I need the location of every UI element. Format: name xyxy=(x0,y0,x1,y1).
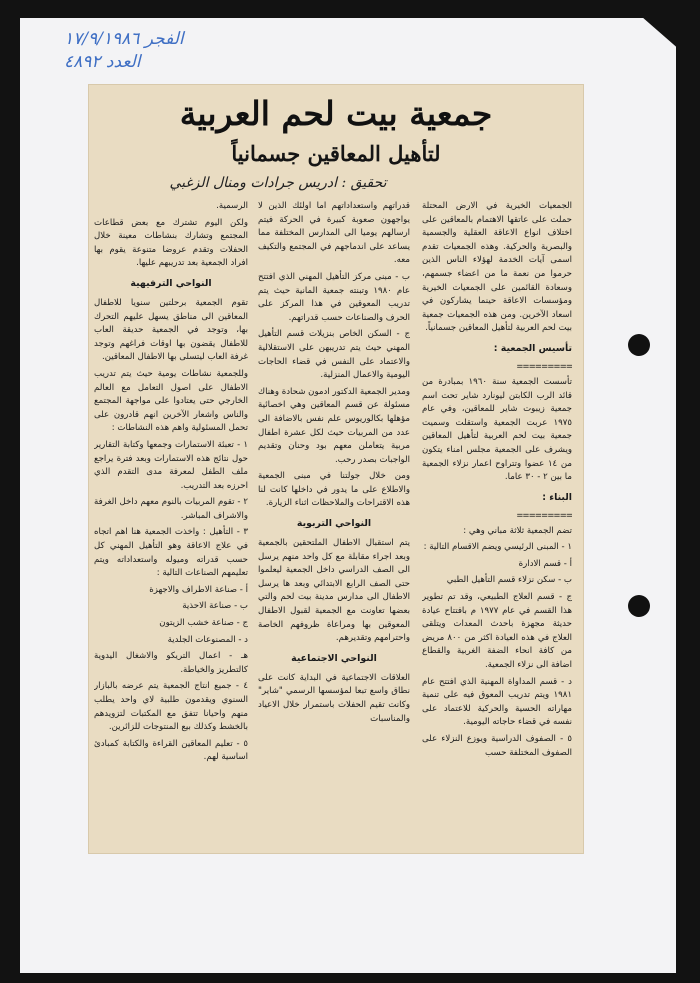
article-column-1 xyxy=(422,200,572,850)
newspaper-clipping xyxy=(88,84,584,854)
paragraph: أ - قسم الادارة xyxy=(518,558,572,569)
handwritten-note xyxy=(64,28,204,74)
paragraph: تقوم الجمعية برحلتين سنويا للاطفال المعاقين الى مناطق يسهل عليهم التحرك بها، وتوجد في الجمعية حديقة العاب للاطفال يقضون بها اوقات فراغهم وتوجد غرفة العاب ليتسلى بها الاطفال المعاقين. xyxy=(94,297,248,363)
paragraph: تأسست الجمعية سنة ١٩٦٠ بمبادرة من قائد الرب الكابتن ليونارد شاير تحت اسم جمعية زيبوت شاير للمعاقين، وفي عام ١٩٧٥ عربت الجمعية واستقلت وسميت جمعية بيت لحم العربية لتأهيل المعاقين ويشرف على الجمعية مجلس امناء يتكون من ١٤ عضوا وتتراوح اعمار نزلاء الجمعية ما بين ٢ - ٣٠ عاما. xyxy=(422,376,572,483)
paragraph: يتم استقبال الاطفال الملتحقين بالجمعية وبعد اجراء مقابلة مع كل واحد منهم يرسل الى الصف الدراسي داخل الجمعية ليعلموا حتى الصف الرابع الابتدائي وبعد ها يرسل الاطفال الى مدارس مدينة بيت لحم والتي بعضها تعاونت مع الجمعية لقبول الاطفال المعوقين بها ومراعاة ظروفهم الخاصة واحترامهم وتقديرهم. xyxy=(258,538,410,644)
heading-rule: ========= xyxy=(516,361,572,372)
paragraph: ومن خلال جولتنا في مبنى الجمعية والاطلاع على ما يدور في داخلها كانت لنا هذه الاقتراحات والملاحظات اثناء الزيارة. xyxy=(258,471,410,509)
paragraph: ج - قسم العلاج الطبيعي، وقد تم تطوير هذا القسم في عام ١٩٧٧ م بافتتاح عيادة حديثة مجهزة باحدث المعدات ويتلقى العلاج في هذه العيادة اكثر من ٨٠٠ مريض من كافة انحاء الضفة الغربية والقطاع اضافة الى نزلاء الجمعية. xyxy=(422,592,572,671)
list-item: د - المصنوعات الجلدية xyxy=(167,634,248,645)
article-column-3 xyxy=(94,200,248,850)
section-heading-recreational: النواحي الترفيهية xyxy=(130,277,212,289)
paragraph: ومدير الجمعية الدكتور ادمون شحادة وهناك مسئولة عن قسم المعاقين وهي اخصائية مؤهلها بكالوريوس علم نفس بالاضافة الى عدد من المربيات حيث لكل عشرة اطفال مربية يتعاملن معهم بود وحنان وتقديم الواجبات بصدر رحب. xyxy=(258,386,410,465)
paragraph: الرسمية. xyxy=(216,201,248,211)
punch-hole-top xyxy=(628,334,650,356)
punch-hole-bottom xyxy=(628,595,650,617)
paragraph: ١ - تعبئة الاستمارات وجمعها وكتابة التقارير حول نتائج هذه الاستمارات وبعد فترة يراجع ملف الطفل لمعرفة مدى التقدم الذي احرزه بعد التدريب. xyxy=(94,439,248,491)
list-item: ج - صناعة خشب الزيتون xyxy=(159,618,248,629)
paragraph: ٤ - جميع انتاج الجمعية يتم عرضه بالبازار السنوي ويقدمون طلبية لاي واحد يطلب منهم واحيانا تتفق مع المكتبات لتزويدهم بالخشط وكذلك بيع المنتوجات للزائرين. xyxy=(94,681,248,733)
paragraph: د - قسم المداواة المهنية الذي افتتح عام ١٩٨١ ويتم تدريب المعوق فيه على تنمية مهاراته الحسية والحركية للاعتماد على نفسه في قضاء حاجاته اليومية. xyxy=(422,676,572,728)
article-title: جمعية بيت لحم العربية xyxy=(179,94,493,133)
article-subtitle: لتأهيل المعاقين جسمانياً xyxy=(231,141,441,166)
paragraph: قدراتهم واستعداداتهم اما اولئك الذين لا يواجهون صعوبة كبيرة في الحركة فيتم ارسالهم يوميا الى المدارس المختلفة مما يساعد على اندماجهم في المجتمع والتكيف معه. xyxy=(258,201,410,266)
article-byline: تحقيق : ادريس جرادات ومنال الزغبي xyxy=(169,175,387,191)
paragraph: ب - سكن نزلاء قسم التأهيل الطبي xyxy=(446,575,572,586)
paragraph: تضم الجمعية ثلاثة مباني وهي : xyxy=(463,525,572,536)
section-heading-building: البناء : xyxy=(542,491,572,503)
paragraph: ٣ - التأهيل : واخذت الجمعية هنا اهم اتجاه في علاج الاعاقة وهو التأهيل المهني كل حسب قدراته وميوله واستعداداته ويتم تعليمهم الصناعات التالية : xyxy=(94,527,248,579)
paragraph: ٢ - تقوم المربيات بالنوم معهم داخل الغرفة والاشراف المباشر. xyxy=(94,497,248,521)
paragraph: الجمعيات الخيرية في الارض المحتلة حملت على عاتقها الاهتمام بالمعاقين على اختلاف انواع الاعاقة العقلية والجسمية والبصرية والحركية. وهذه الجمعيات تقدم اسمى آيات الخدمة لهؤلاء الناس الذين حرموا من نعمة ما من اعضاء جسمهم، وسعادة القائمين على الجمعيات الخيرية ومؤسسات الاعاقة حينما يشاركون في اسعاد الآخرين. ومن هذه الجمعيات جمعية بيت لحم العربية لتأهيل المعاقين جسمانياً. xyxy=(422,201,572,334)
paragraph: العلاقات الاجتماعية في البداية كانت على نطاق واسع تبعا لمؤسسها الرسمي "شاير" وكانت تقيم الحفلات باستمرار خلال الاعياد والمناسبات xyxy=(258,672,410,724)
list-item: أ - صناعة الاطراف والاجهزة xyxy=(149,584,248,595)
paragraph: ولكن اليوم تشترك مع بعض قطاعات المجتمع وتشارك بنشاطات معينة خلال الحفلات وتقدم عروضا متنوعة يقوم بها افراد الجمعية بعد تدريبهم عليها. xyxy=(94,217,248,269)
paragraph: ٥ - تعليم المعاقين القراءة والكتابة كمبادئ اساسية لهم. xyxy=(94,738,248,763)
paragraph: ١ - المبنى الرئيسي ويضم الاقسام التالية : xyxy=(423,542,572,553)
paragraph: ٥ - الصفوف الدراسية ويوزع النزلاء على الصفوف المختلفة حسب xyxy=(422,734,572,758)
handwritten-issue: العدد ٤٨٩٢ xyxy=(64,52,141,72)
handwritten-date: الفجر ١٧/٩/١٩٨٦ xyxy=(64,29,184,49)
section-heading-educational: النواحي التربوية xyxy=(296,518,372,530)
section-heading-founding: تأسيس الجمعية : xyxy=(493,342,572,354)
list-item: ب - صناعة الاحذية xyxy=(182,601,248,612)
paragraph: ج - السكن الخاص بنزيلات قسم التأهيل المهني حيث يتم تدريبهن على الاستقلالية والاعتماد على النفس في قضاء الحاجات اليومية والاعمال المنزلية. xyxy=(258,329,410,381)
paragraph: ب - مبنى مركز التأهيل المهني الذي افتتح عام ١٩٨٠ وتبنته جمعية المانية حيث يتم تدريب المعوقين في هذا المركز على الحرف والصناعات حسب قدراتهم. xyxy=(258,271,410,323)
section-heading-social: النواحي الاجتماعية xyxy=(291,652,377,664)
paragraph: وللجمعية نشاطات يومية حيث يتم تدريب الاطفال على اصول التعامل مع العالم الخارجي حتى يعتادوا على مواجهة المجتمع والناس واشعار الآخرين انهم قادرون على تحمل المسئولية واهم هذه النشاطات : xyxy=(94,368,248,434)
heading-rule: ========= xyxy=(516,510,572,521)
list-item: هـ - اعمال التريكو والاشغال اليدوية كالتطريز والخياطة. xyxy=(94,651,248,675)
article-column-2 xyxy=(258,200,410,850)
